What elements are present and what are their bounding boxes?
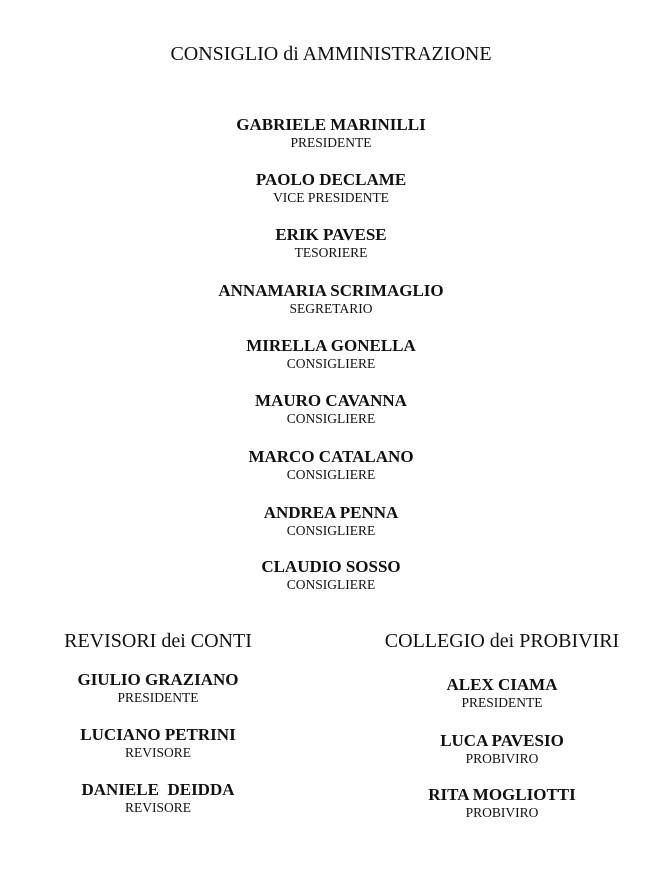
member-name: LUCA PAVESIO [440, 731, 564, 750]
member-name: ERIK PAVESE [275, 225, 387, 244]
member-name: LUCIANO PETRINI [80, 725, 236, 744]
member-role: CONSIGLIERE [286, 356, 376, 371]
arbiter-member [368, 731, 636, 767]
member-name: ANNAMARIA SCRIMAGLIO [218, 281, 444, 300]
member-name: PAOLO DECLAME [255, 170, 407, 189]
member-name: RITA MOGLIOTTI [428, 785, 576, 804]
board-member [0, 225, 662, 261]
arbiters-title: COLLEGIO dei PROBIVIRI [384, 630, 620, 652]
board-member [0, 503, 662, 539]
member-role: PROBIVIRO [465, 751, 539, 766]
member-name: MAURO CAVANNA [255, 391, 407, 410]
auditor-member [0, 780, 316, 816]
member-role: TESORIERE [294, 245, 368, 260]
member-role: PRESIDENTE [461, 695, 543, 710]
auditor-member [0, 725, 316, 761]
member-role: CONSIGLIERE [286, 577, 376, 592]
member-role: CONSIGLIERE [286, 523, 376, 538]
board-member [0, 281, 662, 317]
arbiter-member [368, 675, 636, 711]
board-title: CONSIGLIO di AMMINISTRAZIONE [170, 43, 492, 65]
arbiter-member [368, 785, 636, 821]
board-member [0, 391, 662, 427]
member-name: MIRELLA GONELLA [246, 336, 416, 355]
auditor-member [0, 670, 316, 706]
board-member [0, 115, 662, 151]
member-role: REVISORE [124, 745, 191, 760]
member-role: SEGRETARIO [289, 301, 373, 316]
member-name: DANIELE DEIDDA [81, 780, 235, 799]
board-member [0, 170, 662, 206]
board-member [0, 447, 662, 483]
member-role: REVISORE [124, 800, 191, 815]
member-name: ALEX CIAMA [446, 675, 558, 694]
board-member [0, 557, 662, 593]
member-role: VICE PRESIDENTE [273, 190, 389, 205]
member-name: GABRIELE MARINILLI [236, 115, 426, 134]
member-name: MARCO CATALANO [248, 447, 414, 466]
member-name: GIULIO GRAZIANO [77, 670, 239, 689]
member-role: PRESIDENTE [290, 135, 372, 150]
member-name: CLAUDIO SOSSO [261, 557, 401, 576]
member-role: PRESIDENTE [117, 690, 199, 705]
auditors-title: REVISORI dei CONTI [64, 630, 252, 652]
member-role: CONSIGLIERE [286, 467, 376, 482]
board-member [0, 336, 662, 372]
member-role: PROBIVIRO [465, 805, 539, 820]
member-name: ANDREA PENNA [263, 503, 399, 522]
member-role: CONSIGLIERE [286, 411, 376, 426]
